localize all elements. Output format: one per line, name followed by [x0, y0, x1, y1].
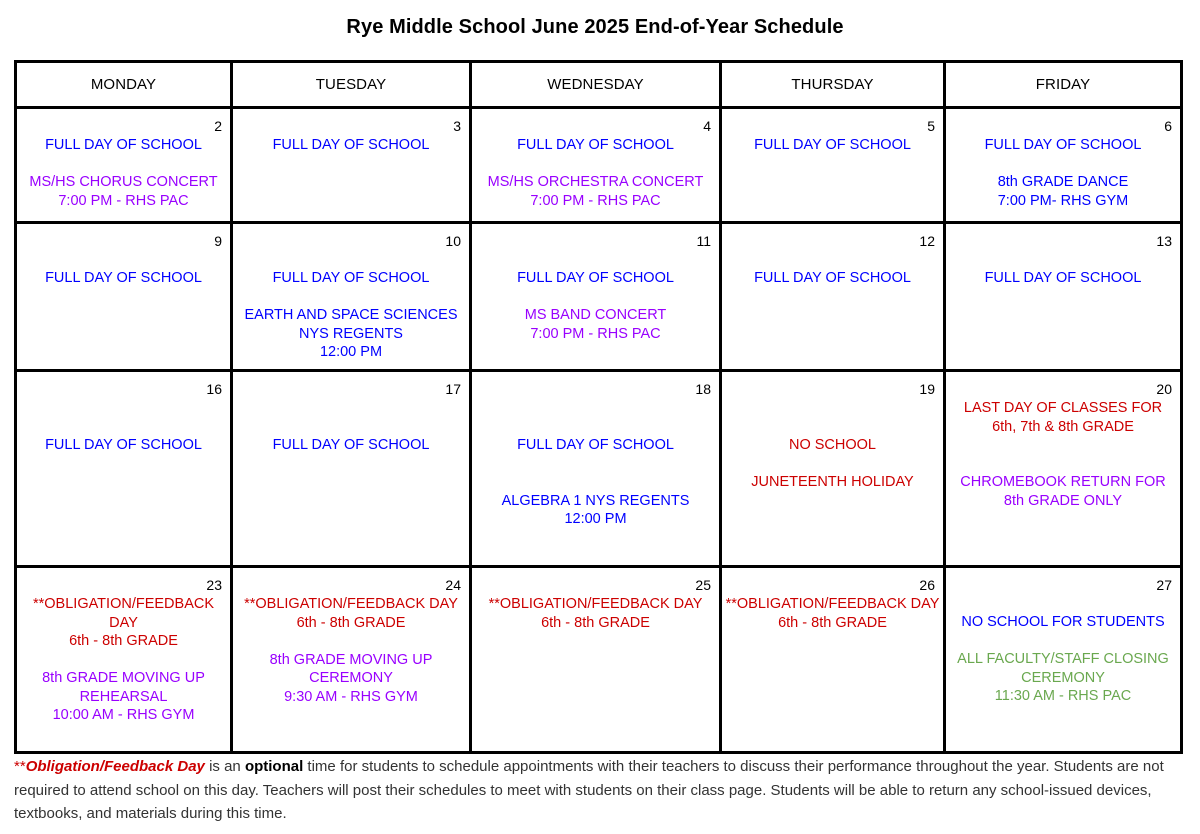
- event-list: [472, 224, 719, 343]
- event-list: [946, 109, 1180, 210]
- date-number: 25: [695, 577, 711, 593]
- event-line: 11:30 AM - RHS PAC: [994, 688, 1132, 704]
- weekday-header-wednesday: WEDNESDAY: [471, 62, 721, 108]
- event-line: 6th, 7th & 8th GRADE: [992, 418, 1134, 435]
- event-line: NO SCHOOL: [788, 437, 876, 453]
- event-line: **OBLIGATION/FEEDBACK DAY: [244, 596, 458, 612]
- event-line: ALL FACULTY/STAFF CLOSING: [957, 651, 1169, 667]
- date-number: 5: [927, 118, 935, 134]
- event-line: **OBLIGATION/FEEDBACK DAY: [725, 596, 940, 612]
- event-line: FULL DAY OF SCHOOL: [272, 437, 430, 453]
- date-number: 2: [214, 118, 222, 134]
- spacer: [472, 155, 719, 174]
- day-cell-tuesday: [232, 223, 471, 371]
- footnote-text-2: time for students to schedule appointments with their teachers to discuss their performance throughout the year. Students are not required to attend school on this day. Teachers will post their schedules to meet with students on their class page. Students will be able to return any school-issued devices, textbooks, and materials during this time.: [14, 758, 1164, 822]
- event-list: [472, 109, 719, 210]
- date-number: 16: [206, 381, 222, 397]
- event-line: 7:00 PM - RHS PAC: [530, 192, 661, 209]
- day-cell-monday: [16, 371, 232, 567]
- day-cell-friday: [945, 223, 1182, 371]
- event-line: **OBLIGATION/FEEDBACK DAY: [488, 596, 703, 612]
- weekday-header-friday: FRIDAY: [945, 62, 1182, 108]
- event-list: [17, 109, 230, 210]
- day-cell-thursday: [721, 567, 945, 753]
- event-list: [946, 372, 1180, 510]
- event-line: FULL DAY OF SCHOOL: [517, 137, 674, 153]
- event-line: FULL DAY OF SCHOOL: [272, 137, 430, 153]
- footnote-text-1: is an: [204, 758, 245, 775]
- event-line: FULL DAY OF SCHOOL: [984, 137, 1142, 153]
- spacer: [17, 155, 230, 174]
- event-line: FULL DAY OF SCHOOL: [517, 270, 674, 286]
- event-list: [233, 372, 469, 455]
- spacer: [472, 288, 719, 307]
- date-number: 27: [1156, 577, 1172, 593]
- date-number: 13: [1156, 233, 1172, 249]
- event-line: EARTH AND SPACE SCIENCES: [244, 307, 458, 323]
- week-row: [16, 223, 1182, 371]
- date-number: 11: [696, 233, 711, 249]
- day-cell-friday: [945, 567, 1182, 753]
- date-number: 24: [445, 577, 461, 593]
- page-title: Rye Middle School June 2025 End-of-Year Schedule: [346, 16, 844, 38]
- event-list: [233, 109, 469, 155]
- spacer: [17, 651, 230, 670]
- event-line: CEREMONY: [309, 670, 393, 686]
- spacer: [233, 288, 469, 307]
- event-line: NYS REGENTS: [299, 325, 403, 342]
- event-list: [17, 568, 230, 725]
- date-number: 19: [919, 381, 935, 397]
- event-line: 8th GRADE ONLY: [1003, 492, 1123, 509]
- event-list: [722, 568, 943, 632]
- calendar-table: [14, 60, 1183, 754]
- day-cell-monday: [16, 108, 232, 223]
- weekday-header-monday: MONDAY: [16, 62, 232, 108]
- weekday-header-thursday: THURSDAY: [721, 62, 945, 108]
- event-line: FULL DAY OF SCHOOL: [45, 270, 202, 286]
- footnote-asterisks: **: [14, 758, 26, 775]
- footnote-emphasis: optional: [244, 758, 304, 775]
- spacer: [472, 473, 719, 492]
- event-line: LAST DAY OF CLASSES FOR: [963, 400, 1163, 416]
- event-line: DAY: [109, 614, 138, 631]
- calendar-body: [16, 108, 1182, 753]
- weekday-header-tuesday: TUESDAY: [232, 62, 471, 108]
- event-line: FULL DAY OF SCHOOL: [45, 437, 202, 453]
- week-row: [16, 567, 1182, 753]
- day-cell-friday: [945, 371, 1182, 567]
- date-number: 26: [919, 577, 935, 593]
- event-line: 7:00 PM- RHS GYM: [997, 192, 1129, 209]
- event-line: 8th GRADE MOVING UP: [269, 651, 433, 668]
- weekday-header-row: [16, 62, 1182, 108]
- event-line: FULL DAY OF SCHOOL: [517, 437, 674, 453]
- date-number: 10: [445, 233, 461, 249]
- event-list: [17, 372, 230, 455]
- event-list: [472, 372, 719, 529]
- day-cell-wednesday: [471, 567, 721, 753]
- event-list: [233, 568, 469, 706]
- day-cell-tuesday: [232, 108, 471, 223]
- event-list: [946, 568, 1180, 706]
- event-line: FULL DAY OF SCHOOL: [272, 270, 430, 286]
- day-cell-monday: [16, 567, 232, 753]
- spacer: [233, 632, 469, 651]
- event-list: [722, 109, 943, 155]
- event-line: FULL DAY OF SCHOOL: [45, 137, 202, 153]
- spacer: [472, 455, 719, 474]
- event-line: 8th GRADE DANCE: [997, 174, 1129, 190]
- date-number: 9: [214, 233, 222, 249]
- date-number: 18: [695, 381, 711, 397]
- footnote: [14, 755, 1184, 826]
- week-row: [16, 108, 1182, 223]
- event-list: [233, 224, 469, 362]
- date-number: 17: [445, 381, 461, 397]
- event-line: 7:00 PM - RHS PAC: [530, 325, 661, 342]
- day-cell-wednesday: [471, 223, 721, 371]
- event-line: 6th - 8th GRADE: [69, 633, 178, 649]
- event-line: JUNETEENTH HOLIDAY: [751, 474, 914, 490]
- spacer: [722, 455, 943, 474]
- event-line: 8th GRADE MOVING UP: [42, 670, 205, 686]
- event-line: 6th - 8th GRADE: [778, 614, 887, 631]
- date-number: 20: [1156, 381, 1172, 397]
- event-line: 12:00 PM: [319, 344, 383, 360]
- day-cell-thursday: [721, 108, 945, 223]
- day-cell-tuesday: [232, 371, 471, 567]
- spacer: [946, 632, 1180, 651]
- event-line: FULL DAY OF SCHOOL: [754, 137, 911, 153]
- event-list: [472, 568, 719, 632]
- event-line: 10:00 AM - RHS GYM: [52, 707, 195, 723]
- day-cell-thursday: [721, 223, 945, 371]
- day-cell-monday: [16, 223, 232, 371]
- event-list: [946, 224, 1180, 288]
- day-cell-wednesday: [471, 371, 721, 567]
- event-list: [17, 224, 230, 288]
- event-line: MS BAND CONCERT: [524, 307, 667, 323]
- day-cell-wednesday: [471, 108, 721, 223]
- event-line: 7:00 PM - RHS PAC: [58, 192, 189, 209]
- event-line: NO SCHOOL FOR STUDENTS: [961, 614, 1165, 630]
- event-list: [722, 224, 943, 288]
- date-number: 12: [919, 233, 935, 249]
- event-line: FULL DAY OF SCHOOL: [754, 270, 911, 286]
- event-line: CHROMEBOOK RETURN FOR: [960, 474, 1166, 490]
- day-cell-thursday: [721, 371, 945, 567]
- event-line: ALGEBRA 1 NYS REGENTS: [501, 492, 690, 509]
- spacer: [946, 455, 1180, 474]
- event-line: CEREMONY: [1021, 669, 1105, 686]
- event-list: [722, 372, 943, 492]
- event-line: FULL DAY OF SCHOOL: [984, 270, 1142, 286]
- event-line: 6th - 8th GRADE: [296, 614, 406, 631]
- day-cell-tuesday: [232, 567, 471, 753]
- event-line: 6th - 8th GRADE: [541, 614, 650, 631]
- date-number: 6: [1164, 118, 1172, 134]
- date-number: 23: [206, 577, 222, 593]
- event-line: REHEARSAL: [79, 688, 168, 705]
- date-number: 4: [703, 118, 711, 134]
- week-row: [16, 371, 1182, 567]
- day-cell-friday: [945, 108, 1182, 223]
- event-line: **OBLIGATION/FEEDBACK: [32, 596, 215, 612]
- date-number: 3: [453, 118, 461, 134]
- spacer: [946, 155, 1180, 174]
- event-line: MS/HS ORCHESTRA CONCERT: [487, 174, 704, 190]
- spacer: [946, 436, 1180, 455]
- event-line: 12:00 PM: [564, 511, 627, 527]
- event-line: 9:30 AM - RHS GYM: [284, 688, 418, 705]
- event-line: MS/HS CHORUS CONCERT: [29, 174, 218, 190]
- footnote-term: Obligation/Feedback Day: [25, 758, 205, 775]
